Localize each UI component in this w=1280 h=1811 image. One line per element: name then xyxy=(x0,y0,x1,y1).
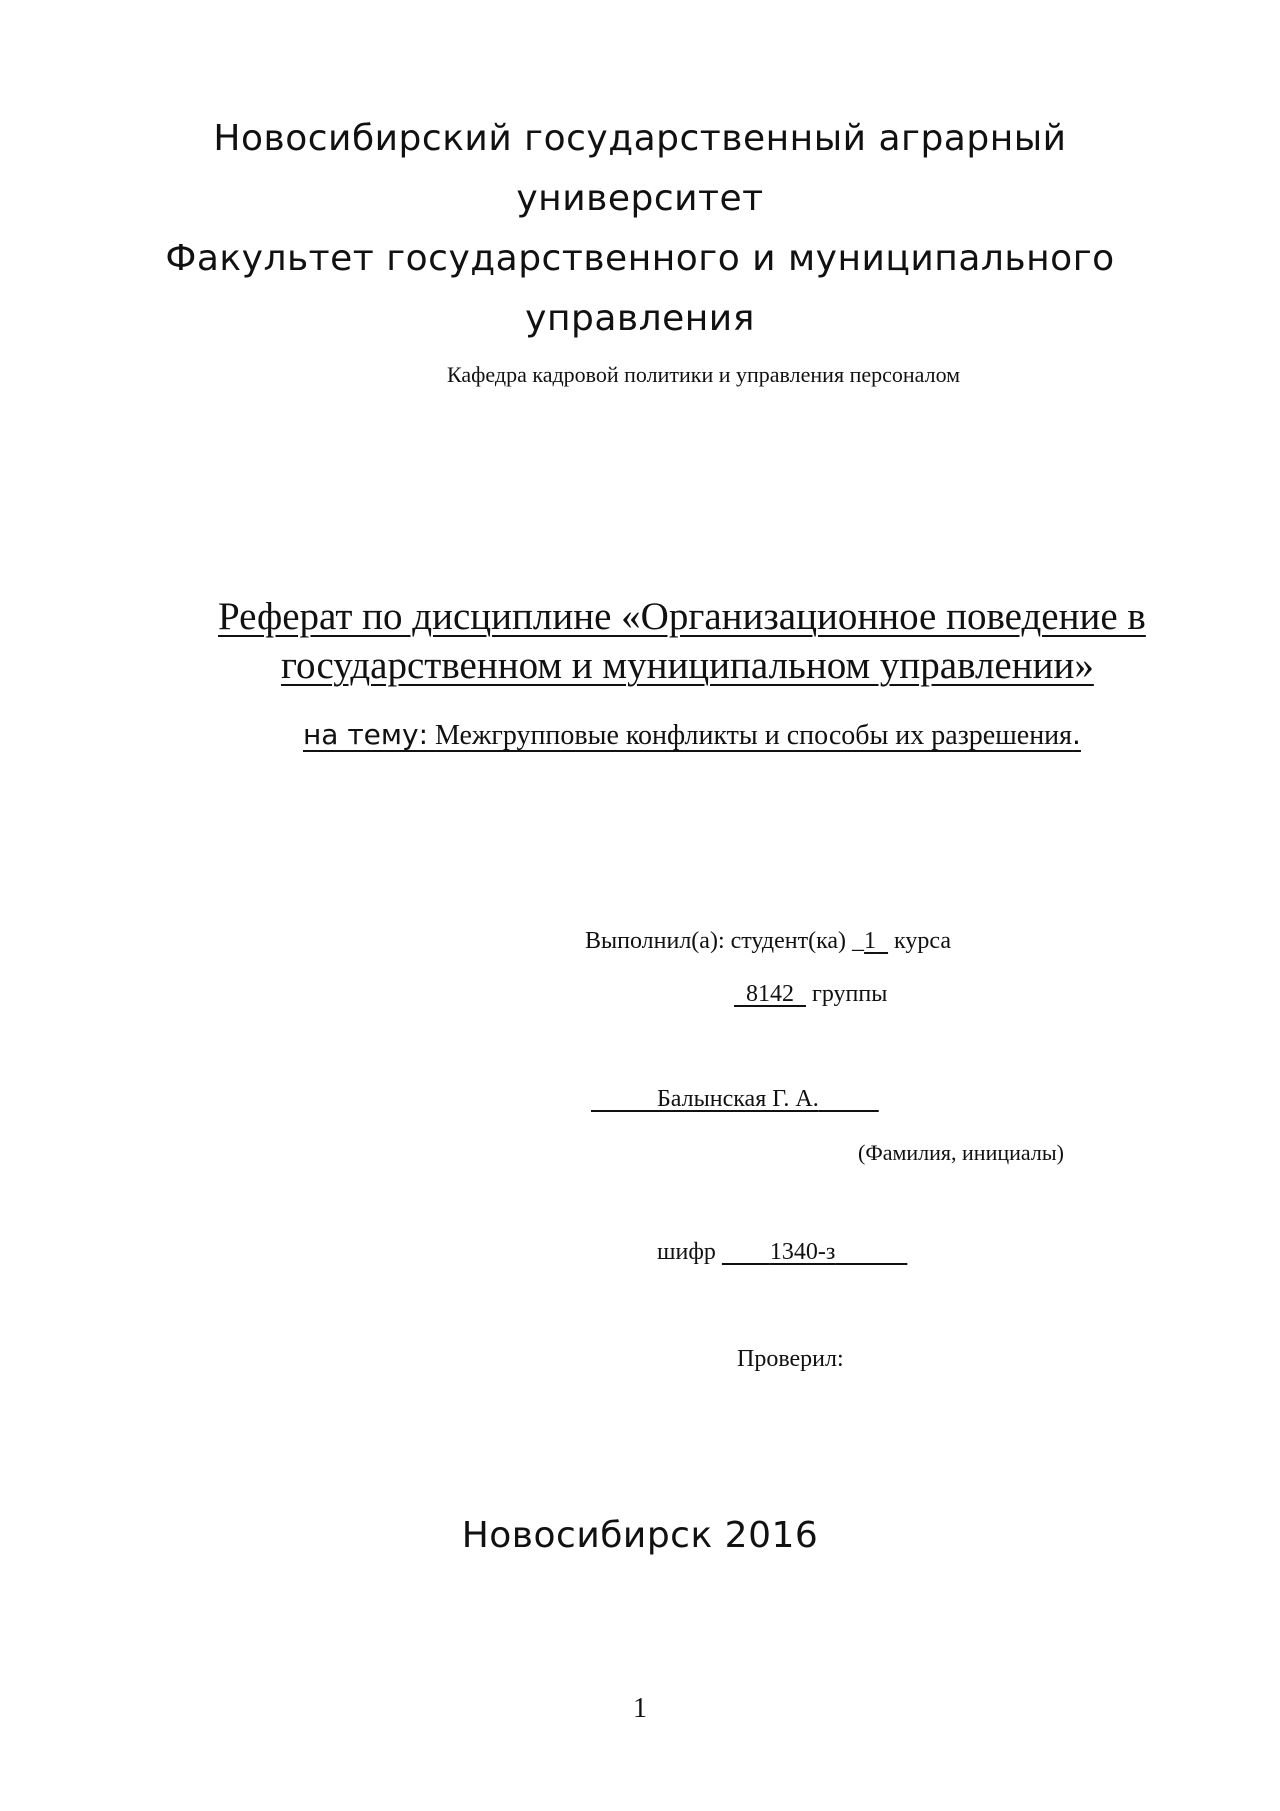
checked-by-label: Проверил: xyxy=(737,1346,844,1372)
group-label: группы xyxy=(812,981,888,1007)
performed-by-line: Выполнил(а): студент(ка) _1 курса xyxy=(585,928,951,954)
student-name: Балынская Г. А. xyxy=(657,1086,819,1112)
group-line xyxy=(734,981,887,1008)
faculty-line-1: Факультет государственного и муниципального xyxy=(165,238,1115,279)
student-name-line xyxy=(591,1086,879,1113)
course-value: 1 xyxy=(864,928,877,954)
city-year: Новосибирск 2016 xyxy=(461,1515,819,1556)
performed-label: Выполнил(а): студент(ка) xyxy=(585,928,847,954)
course-label: курса xyxy=(894,928,951,954)
department-name: Кафедра кадровой политики и управления персоналом xyxy=(447,362,961,387)
university-line-1: Новосибирский государственный аграрный xyxy=(213,118,1067,159)
page-number: 1 xyxy=(633,1693,647,1724)
topic-label: на тему: xyxy=(303,718,429,751)
essay-title-line-2: государственном и муниципальном управлении» xyxy=(281,644,1094,687)
name-hint: (Фамилия, инициалы) xyxy=(858,1140,1064,1165)
group-value: 8142 xyxy=(746,981,794,1007)
cipher-line xyxy=(657,1239,907,1266)
topic-period: . xyxy=(1072,718,1081,751)
faculty-line-2: управления xyxy=(525,298,755,339)
university-line-2: университет xyxy=(516,178,764,219)
essay-title-line-1: Реферат по дисциплине «Организационное поведение в xyxy=(218,595,1146,638)
essay-topic xyxy=(303,718,1081,752)
cipher-label: шифр xyxy=(657,1239,716,1265)
topic-value: Межгрупповые конфликты и способы их разрешения xyxy=(435,720,1073,751)
cipher-value: 1340-з xyxy=(769,1239,836,1265)
